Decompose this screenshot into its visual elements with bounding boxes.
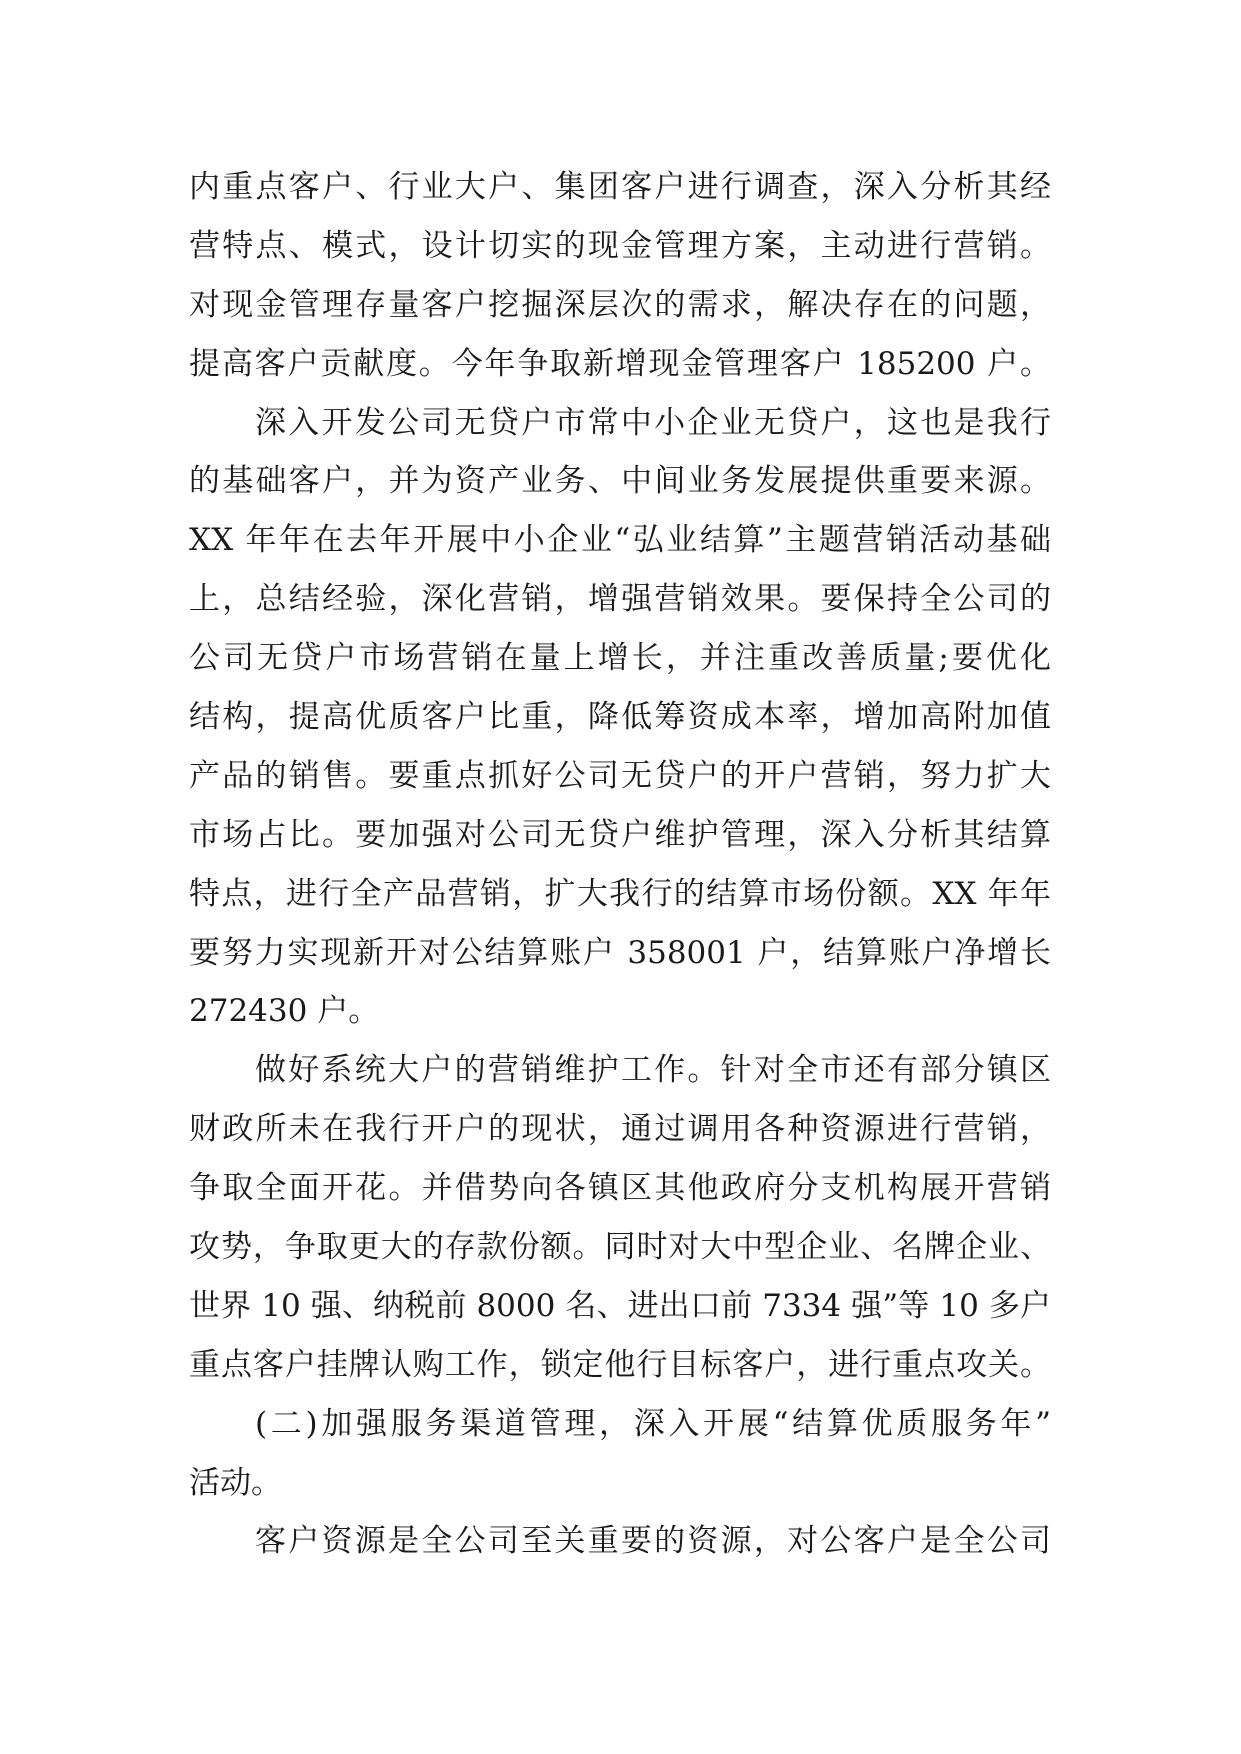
section-heading-line: (二)加强服务渠道管理，深入开展“结算优质服务年” xyxy=(255,1405,1051,1442)
paragraph-first-line: 深入开发公司无贷户市常中小企业无贷户，这也是我行 xyxy=(255,404,1051,441)
paragraph-last-line: 272430 户。 xyxy=(189,993,380,1030)
text-line: 特点，进行全产品营销，扩大我行的结算市场份额。XX 年年 xyxy=(189,875,1051,912)
text-line: 攻势，争取更大的存款份额。同时对大中型企业、名牌企业、 xyxy=(189,1229,1051,1266)
body-text xyxy=(189,158,1051,1571)
text-line: 产品的销售。要重点抓好公司无贷户的开户营销，努力扩大 xyxy=(189,757,1051,794)
text-line: 结构，提高优质客户比重，降低筹资成本率，增加高附加值 xyxy=(189,699,1051,736)
text-line: 公司无贷户市场营销在量上增长，并注重改善质量;要优化 xyxy=(189,640,1051,677)
text-line: 世界 10 强、纳税前 8000 名、进出口前 7334 强”等 10 多户 xyxy=(189,1287,1051,1324)
text-line: 提高客户贡献度。今年争取新增现金管理客户 185200 户。 xyxy=(189,345,1051,382)
text-line: 市场占比。要加强对公司无贷户维护管理，深入分析其结算 xyxy=(189,816,1051,853)
text-line: 争取全面开花。并借势向各镇区其他政府分支机构展开营销 xyxy=(189,1170,1051,1207)
text-line: 营特点、模式，设计切实的现金管理方案，主动进行营销。 xyxy=(189,227,1051,264)
text-line: 重点客户挂牌认购工作，锁定他行目标客户，进行重点攻关。 xyxy=(189,1346,1051,1383)
text-line: XX 年年在去年开展中小企业“弘业结算”主题营销活动基础 xyxy=(189,522,1051,559)
text-line: 的基础客户，并为资产业务、中间业务发展提供重要来源。 xyxy=(189,463,1051,500)
text-line: 财政所未在我行开户的现状，通过调用各种资源进行营销， xyxy=(189,1111,1051,1148)
section-heading-line: 活动。 xyxy=(189,1464,282,1501)
text-line: 对现金管理存量客户挖掘深层次的需求，解决存在的问题， xyxy=(189,286,1051,323)
paragraph-first-line: 做好系统大户的营销维护工作。针对全市还有部分镇区 xyxy=(255,1052,1051,1089)
paragraph-first-line: 客户资源是全公司至关重要的资源，对公客户是全公司 xyxy=(255,1523,1051,1560)
text-line: 内重点客户、行业大户、集团客户进行调查，深入分析其经 xyxy=(189,169,1051,205)
text-line: 上，总结经验，深化营销，增强营销效果。要保持全公司的 xyxy=(189,581,1051,618)
text-line: 要努力实现新开对公结算账户 358001 户，结算账户净增长 xyxy=(189,934,1051,971)
